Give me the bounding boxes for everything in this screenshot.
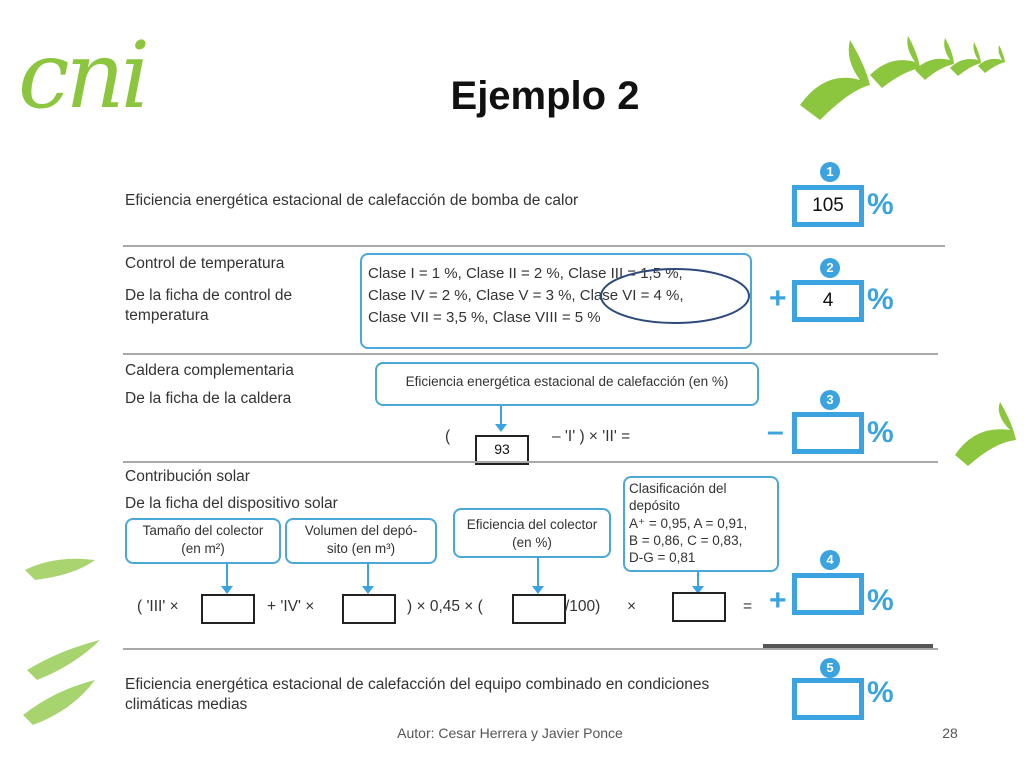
percent-sign-3: % bbox=[867, 416, 894, 449]
formula-open-paren: ( bbox=[445, 428, 451, 445]
formula-row4-plus: + 'IV' × bbox=[267, 598, 315, 615]
arrow-down-icon bbox=[495, 424, 507, 432]
divider bbox=[123, 461, 938, 463]
tank-class-input[interactable] bbox=[672, 592, 726, 622]
result-box-5[interactable] bbox=[792, 678, 864, 720]
divider bbox=[123, 648, 938, 650]
row4-label-source: De la ficha del dispositivo solar bbox=[125, 495, 338, 512]
percent-sign-2: % bbox=[867, 283, 894, 316]
arrow-line bbox=[226, 562, 228, 588]
step-number-4: 4 bbox=[820, 550, 840, 570]
percent-sign-5: % bbox=[867, 676, 894, 709]
result-box-2[interactable] bbox=[792, 280, 864, 322]
collector-size-input[interactable] bbox=[201, 594, 255, 624]
tank-class-line-5: D-G = 0,81 bbox=[629, 550, 696, 565]
formula-row4-div: /100) bbox=[565, 598, 601, 615]
percent-sign-1: % bbox=[867, 188, 894, 221]
result-box-4[interactable] bbox=[792, 573, 864, 615]
arrow-down-icon bbox=[362, 586, 374, 594]
tank-volume-label: Volumen del depó- bbox=[304, 523, 418, 538]
tank-class-line-3: A⁺ = 0,95, A = 0,91, bbox=[629, 516, 748, 531]
row5-label: Eficiencia energética estacional de calefacción del equipo combinado en condiciones bbox=[125, 676, 710, 693]
class-line-2: Clase IV = 2 %, Clase V = 3 %, Clase VI = 4 %, bbox=[368, 287, 684, 304]
plus-sign-2: + bbox=[769, 282, 787, 315]
selection-ellipse bbox=[597, 266, 757, 328]
bird-icon bbox=[950, 400, 1020, 470]
page-number: 28 bbox=[942, 725, 958, 741]
row2-label-source: De la ficha de control de bbox=[125, 287, 293, 304]
step-number-5: 5 bbox=[820, 658, 840, 678]
energy-label-form bbox=[95, 150, 955, 720]
row5-label-2: climáticas medias bbox=[125, 696, 248, 713]
percent-sign-4: % bbox=[867, 584, 894, 617]
birds-left-decoration bbox=[15, 540, 105, 730]
collector-size-box bbox=[125, 518, 281, 564]
plus-sign-4: + bbox=[769, 584, 787, 617]
tank-class-box bbox=[623, 476, 779, 572]
arrow-line bbox=[367, 562, 369, 588]
formula-row4-open: ( 'III' × bbox=[137, 598, 179, 615]
formula-row4-times: × bbox=[627, 598, 637, 615]
divider bbox=[123, 353, 938, 355]
arrow-line bbox=[537, 556, 539, 588]
result-box-3[interactable] bbox=[792, 412, 864, 454]
sum-line bbox=[763, 644, 933, 648]
row2-label-title: Control de temperatura bbox=[125, 255, 285, 272]
formula-row4-equals: = bbox=[743, 598, 753, 615]
arrow-line bbox=[500, 406, 502, 426]
row4-label-title: Contribución solar bbox=[125, 468, 250, 485]
collector-size-label: Tamaño del colector bbox=[142, 523, 264, 538]
footer-author: Autor: Cesar Herrera y Javier Ponce bbox=[397, 725, 623, 741]
collector-efficiency-label: Eficiencia del colector bbox=[466, 517, 598, 532]
formula-row4-mid: ) × 0,45 × ( bbox=[407, 598, 483, 615]
divider bbox=[123, 245, 945, 247]
arrow-down-icon bbox=[532, 586, 544, 594]
step-number-1: 1 bbox=[820, 162, 840, 182]
collector-efficiency-unit: (en %) bbox=[512, 535, 552, 550]
boiler-efficiency-box bbox=[375, 362, 759, 406]
page-title: Ejemplo 2 bbox=[450, 74, 640, 118]
row1-label: Eficiencia energética estacional de calefacción de bomba de calor bbox=[125, 192, 579, 209]
tank-class-line-4: B = 0,86, C = 0,83, bbox=[629, 533, 743, 548]
boiler-efficiency-value: 93 bbox=[494, 441, 510, 457]
tank-class-line-2: depósito bbox=[629, 498, 681, 513]
tank-volume-unit: sito (en m³) bbox=[326, 541, 396, 556]
step-number-2: 2 bbox=[820, 258, 840, 278]
minus-sign-3: – bbox=[767, 415, 784, 448]
result-value-1: 105 bbox=[812, 195, 844, 216]
row2-label-source-2: temperatura bbox=[125, 307, 209, 324]
step-number-3: 3 bbox=[820, 390, 840, 410]
class-line-1: Clase I = 1 %, Clase II = 2 %, Clase III = 1,5 %, bbox=[368, 265, 683, 282]
row3-label-source: De la ficha de la caldera bbox=[125, 390, 292, 407]
boiler-efficiency-label: Eficiencia energética estacional de calefacción (en %) bbox=[405, 374, 729, 389]
row3-label-title: Caldera complementaria bbox=[125, 362, 294, 379]
class-line-3: Clase VII = 3,5 %, Clase VIII = 5 % bbox=[368, 309, 601, 326]
formula-row3: – 'I' ) × 'II' = bbox=[552, 428, 631, 445]
tank-class-line-1: Clasificación del bbox=[629, 481, 727, 496]
arrow-down-icon bbox=[221, 586, 233, 594]
tank-volume-box bbox=[285, 518, 437, 564]
result-box-1[interactable] bbox=[792, 185, 864, 227]
collector-efficiency-input[interactable] bbox=[512, 594, 566, 624]
result-value-2: 4 bbox=[822, 290, 834, 311]
collector-size-unit: (en m²) bbox=[181, 541, 225, 556]
tank-volume-input[interactable] bbox=[342, 594, 396, 624]
cni-logo: cni bbox=[18, 22, 147, 129]
collector-efficiency-box bbox=[453, 508, 611, 558]
